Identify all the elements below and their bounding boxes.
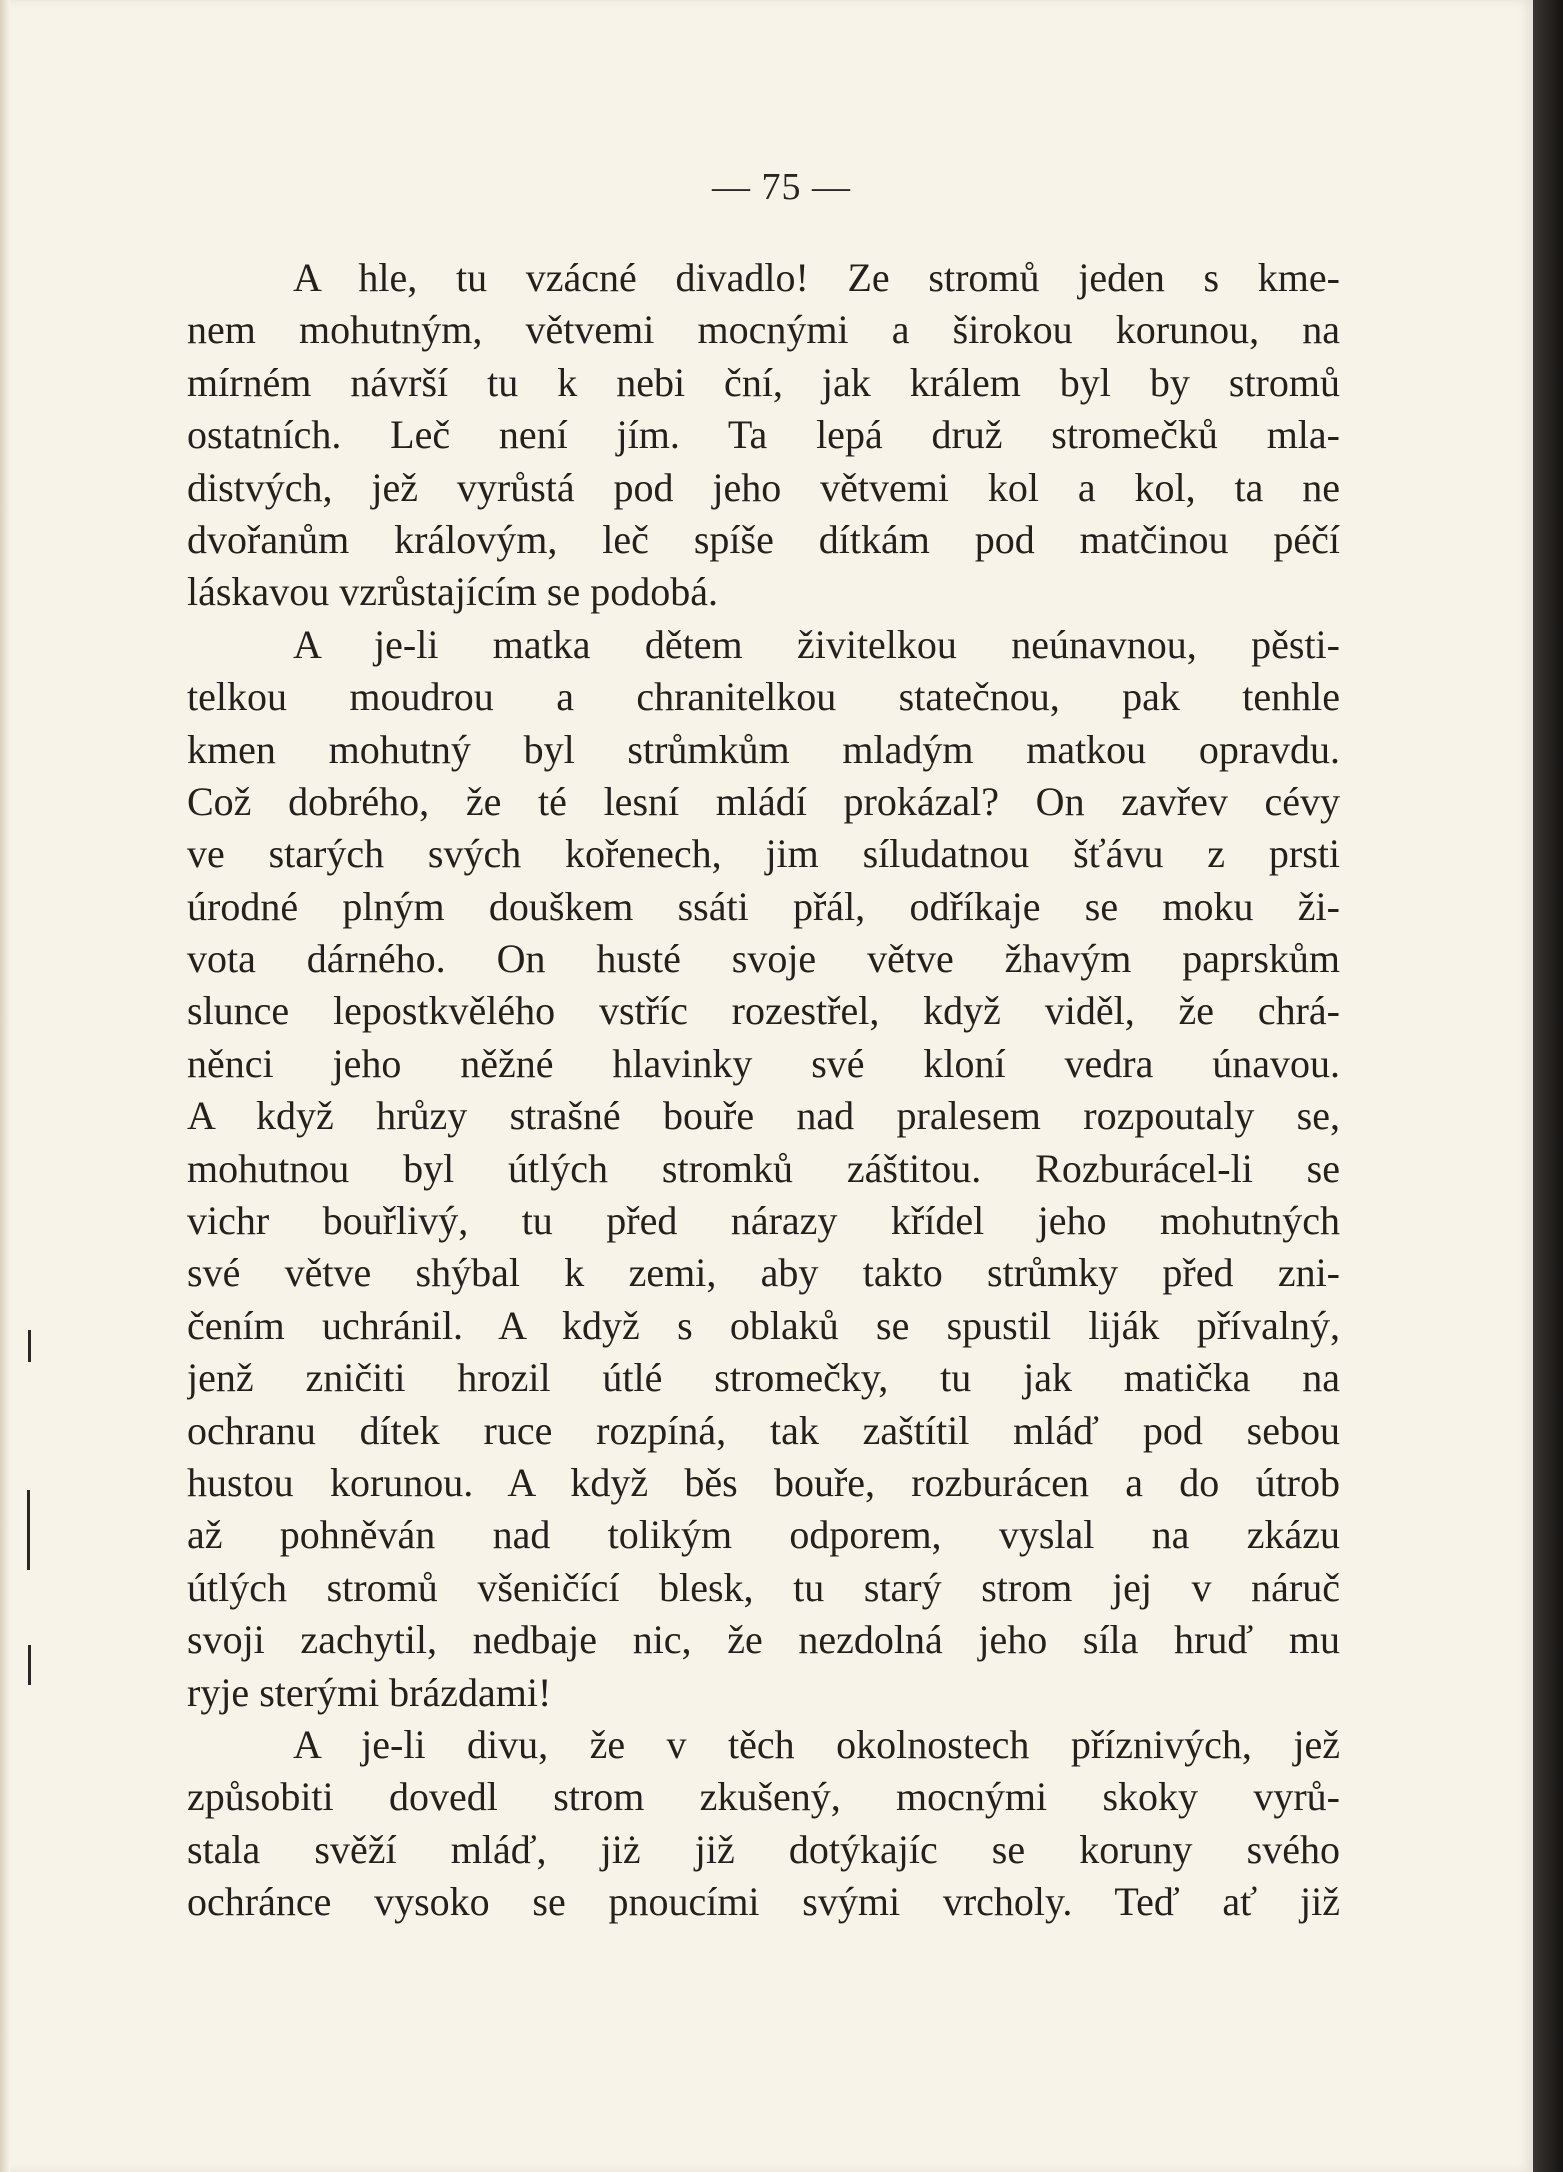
margin-ink-mark — [28, 1330, 31, 1362]
text-line: vota dárného. On husté svoje větve žhavým paprskům — [187, 936, 1340, 982]
text-line: nem mohutným, větvemi mocnými a širokou korunou, na — [187, 307, 1340, 353]
text-line: ostatních. Leč není jím. Ta lepá druž stromečků mla- — [187, 412, 1340, 458]
paragraph-3 — [187, 1719, 1340, 1929]
text-line: láskavou vzrůstajícím se podobá. — [187, 569, 718, 615]
text-line: dvořanům královým, leč spíše dítkám pod matčinou péčí — [187, 516, 1340, 562]
page-number: — 75 — — [712, 166, 851, 208]
scan-border — [1533, 0, 1563, 2172]
paragraph-1 — [187, 252, 1340, 619]
body-text — [187, 252, 1340, 1929]
text-line: stala svěží mláď, jiż již dotýkajíc se koruny svého — [187, 1826, 1340, 1872]
text-line: distvých, jež vyrůstá pod jeho větvemi kol a kol, ta ne — [187, 464, 1340, 510]
text-line: ochránce vysoko se pnoucími svými vrcholy. Teď ať již — [187, 1879, 1340, 1925]
text-line: Což dobrého, že té lesní mládí prokázal? On zavřev cévy — [187, 778, 1340, 824]
text-line: čením uchránil. A když s oblaků se spustil liják přívalný, — [187, 1302, 1340, 1348]
text-line: mírném návrší tu k nebi ční, jak králem byl by stromů — [187, 359, 1340, 405]
text-line: až pohněván nad tolikým odporem, vyslal na zkázu — [187, 1512, 1340, 1558]
text-line: jenž zničiti hrozil útlé stromečky, tu jak matička na — [187, 1355, 1340, 1401]
text-line: úrodné plným douškem ssáti přál, odříkaje se moku ži- — [187, 883, 1340, 929]
text-line: svoji zachytil, nedbaje nic, že nezdolná jeho síla hruď mu — [187, 1617, 1340, 1663]
margin-ink-mark — [28, 1645, 31, 1685]
text-line: něnci jeho něžné hlavinky své kloní vedra únavou. — [187, 1040, 1340, 1086]
text-line: vichr bouřlivý, tu před nárazy křídel jeho mohutných — [187, 1198, 1340, 1244]
text-line: kmen mohutný byl strůmkům mladým matkou opravdu. — [187, 726, 1340, 772]
margin-ink-mark — [27, 1490, 30, 1570]
text-line: A když hrůzy strašné bouře nad pralesem rozpoutaly se, — [187, 1093, 1340, 1139]
text-line: ve starých svých kořenech, jim síludatnou šťávu z prsti — [187, 831, 1340, 877]
text-line: způsobiti dovedl strom zkušený, mocnými skoky vyrů- — [187, 1774, 1340, 1820]
text-line: telkou moudrou a chranitelkou statečnou, pak tenhle — [187, 674, 1340, 720]
text-line: A hle, tu vzácné divadlo! Ze stromů jeden s kme- — [293, 255, 1340, 300]
text-line: A je-li matka dětem živitelkou neúnavnou, pěsti- — [293, 621, 1340, 667]
text-line: hustou korunou. A když běs bouře, rozburácen a do útrob — [187, 1459, 1340, 1505]
text-line: ochranu dítek ruce rozpíná, tak zaštítil mláď pod sebou — [187, 1407, 1340, 1453]
text-line: mohutnou byl útlých stromků záštitou. Rozburácel-li se — [187, 1145, 1340, 1191]
paragraph-2 — [187, 619, 1340, 1719]
text-line: útlých stromů všeničící blesk, tu starý strom jej v náruč — [187, 1564, 1340, 1610]
text-line: ryje sterými brázdami! — [187, 1669, 552, 1715]
text-line: slunce lepostkvělého vstříc rozestřel, když viděl, že chrá- — [187, 988, 1340, 1034]
text-line: A je-li divu, že v těch okolnostech příznivých, jež — [293, 1721, 1340, 1767]
page-gutter-edge — [0, 0, 10, 2172]
text-line: své větve shýbal k zemi, aby takto strůmky před zni- — [187, 1250, 1340, 1296]
